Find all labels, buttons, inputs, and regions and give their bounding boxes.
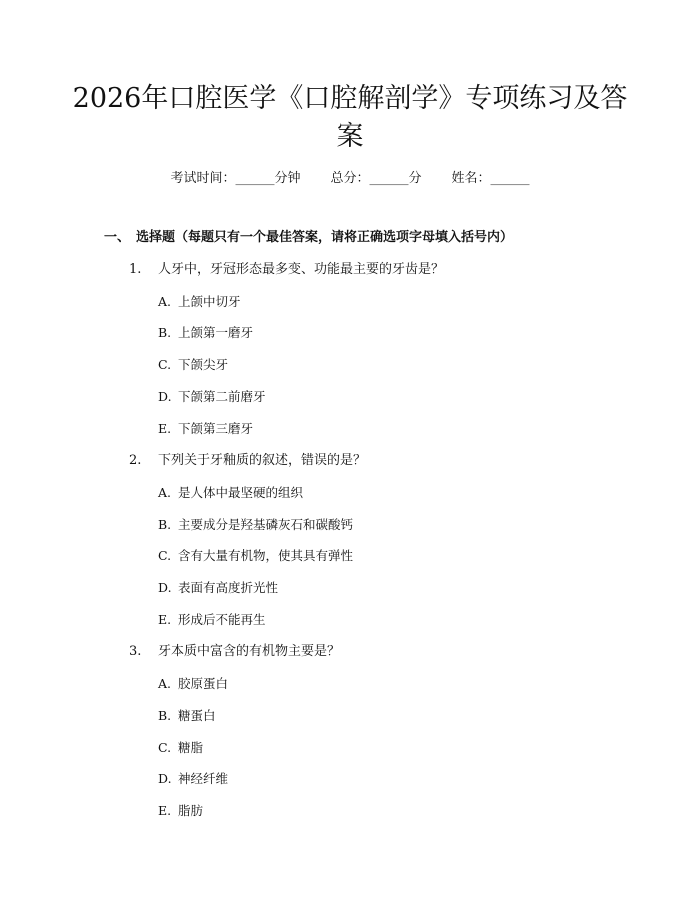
question-2-option-c [158,547,353,565]
option-letter: C. [158,548,172,563]
option-text: 上颌第一磨牙 [178,325,254,340]
option-text: 脂肪 [178,803,204,818]
question-1-option-e [158,420,253,438]
option-text: 是人体中最坚硬的组织 [178,485,304,500]
question-3-option-c [158,739,203,757]
section-number: 一、 [104,230,131,245]
option-letter: E. [158,803,172,818]
option-letter: E. [158,421,172,436]
option-text: 糖脂 [178,740,204,755]
question-1-option-c [158,356,228,374]
option-text: 胶原蛋白 [178,676,229,691]
question-1-option-a [158,293,241,311]
option-letter: B. [158,517,172,532]
question-3-option-e [158,802,203,820]
question-number: 2. [129,453,142,468]
option-text: 下颌第三磨牙 [178,421,254,436]
exam-info-line [0,170,700,188]
question-number: 1. [129,262,142,277]
student-name-field: 姓名：______ [451,171,530,186]
option-text: 糖蛋白 [178,708,216,723]
question-2-option-e [158,611,266,629]
question-2-option-d [158,579,278,597]
question-2 [129,452,366,470]
option-text: 表面有高度折光性 [178,580,279,595]
option-letter: A. [158,485,172,500]
option-letter: D. [158,771,172,786]
question-1-option-b [158,324,253,342]
question-text: 人牙中，牙冠形态最多变、功能最主要的牙齿是？ [158,262,445,277]
option-text: 神经纤维 [178,771,229,786]
section-title: 选择题（每题只有一个最佳答案，请将正确选项字母填入括号内） [136,230,514,245]
option-text: 下颌第二前磨牙 [178,389,266,404]
option-letter: D. [158,580,172,595]
option-text: 含有大量有机物，使其具有弹性 [178,548,354,563]
option-letter: B. [158,708,172,723]
option-text: 上颌中切牙 [178,294,241,309]
total-score-field: 总分：______分 [330,171,422,186]
option-letter: A. [158,294,172,309]
option-letter: C. [158,357,172,372]
option-letter: C. [158,740,172,755]
option-letter: E. [158,612,172,627]
exam-time-field: 考试时间：______分钟 [170,171,301,186]
question-1-option-d [158,388,266,406]
question-3-option-b [158,707,216,725]
question-3 [129,643,340,661]
option-letter: A. [158,676,172,691]
question-number: 3. [129,644,142,659]
option-letter: B. [158,325,172,340]
question-3-option-d [158,770,228,788]
section-heading [104,229,513,247]
question-3-option-a [158,675,228,693]
option-text: 主要成分是羟基磷灰石和碳酸钙 [178,517,354,532]
question-2-option-a [158,484,303,502]
question-2-option-b [158,516,353,534]
question-text: 牙本质中富含的有机物主要是？ [158,644,341,659]
question-1 [129,261,444,279]
option-text: 下颌尖牙 [178,357,229,372]
option-text: 形成后不能再生 [178,612,266,627]
document-title: 2026年口腔医学《口腔解剖学》专项练习及答案 [72,83,628,152]
option-letter: D. [158,389,172,404]
question-text: 下列关于牙釉质的叙述，错误的是？ [158,453,367,468]
